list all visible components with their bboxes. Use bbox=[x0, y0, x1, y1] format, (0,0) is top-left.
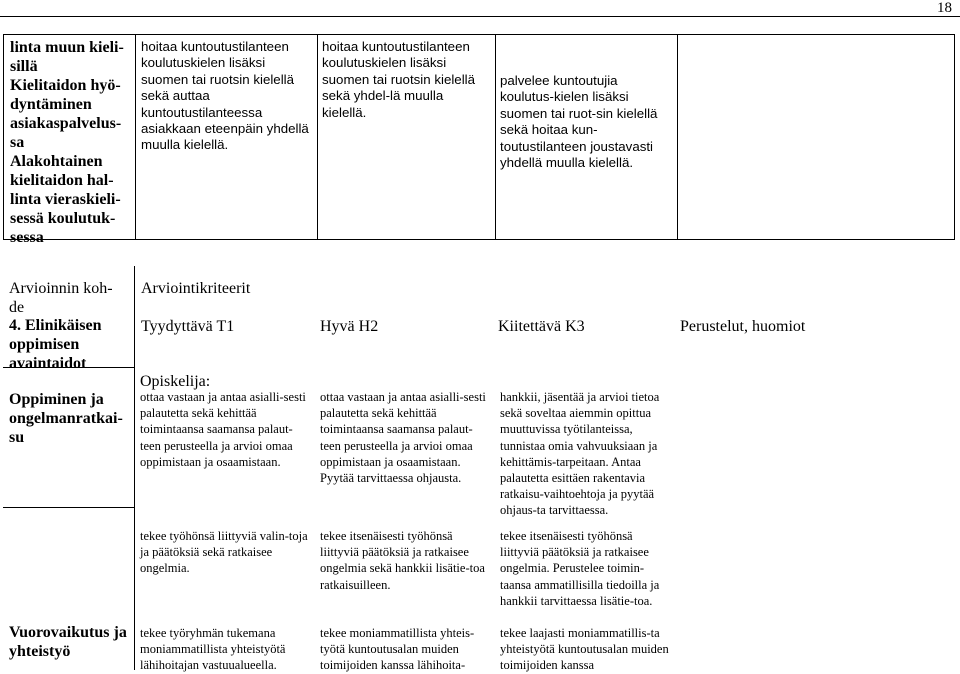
h2-learning-b: tekee itsenäisesti työhönsä liittyviä päätöksiä ja ratkaisee ongelmia sekä hankkii lisätie-toa ratkaisuilleen. bbox=[320, 529, 485, 592]
level-h2: Hyvä H2 bbox=[320, 318, 379, 335]
k3-learning-a: hankkii, jäsentää ja arvioi tietoa sekä soveltaa aiemmin opittua muuttuvissa työtilanteissa, tunnistaa omia vahvuuksiaan ja kehittämis-tarpeitaan. Antaa palautetta esittäen rakentavia ratkaisu-vaihtoehtoja ja pyytää ohjaus-ta tarvittaessa. bbox=[500, 390, 660, 518]
heading-line: Kielitaidon hyö- bbox=[10, 77, 121, 94]
k3-interaction: tekee laajasti moniammatillis-ta yhteistyötä kuntoutusalan muiden toimijoiden kanssa bbox=[500, 626, 669, 673]
h2-learning-a: ottaa vastaan ja antaa asialli-sesti palautetta sekä kehittää toimintaansa saamansa palaut-teen perusteella ja arvioi omaa oppimistaan ja osaamistaan. Pyytää tarvittaessa ohjausta. bbox=[320, 390, 486, 486]
criteria-heading bbox=[4, 35, 135, 246]
heading-line: sessa bbox=[10, 229, 44, 246]
heading-line: asiakaspalvelus- bbox=[10, 115, 122, 132]
level-notes: Perustelut, huomiot bbox=[680, 318, 806, 335]
t1-criteria: hoitaa kuntoutustilanteen koulutuskielen lisäksi suomen tai ruotsin kielellä sekä auttaa kuntoutustilanteessa asiakkaan eteenpäin yhdellä muulla kielellä. bbox=[141, 39, 309, 153]
h2-interaction: tekee moniammatillista yhteis-työtä kuntoutusalan muiden toimijoiden kanssa lähihoita- bbox=[320, 626, 475, 673]
divider bbox=[495, 35, 496, 239]
header-rule bbox=[0, 16, 960, 17]
divider bbox=[135, 35, 136, 239]
row-label-learning: Oppiminen ja ongelmanratkai-su bbox=[9, 391, 123, 446]
language-skills-table bbox=[3, 34, 955, 246]
heading-line: sessä koulutuk- bbox=[10, 210, 116, 227]
t1-interaction: tekee työryhmän tukemana moniammatillista yhteistyötä lähihoitajan vastuualueella. bbox=[140, 626, 286, 673]
heading-line: Alakohtainen bbox=[10, 153, 103, 170]
t1-learning-b: tekee työhönsä liittyviä valin-toja ja päätöksiä sekä ratkaisee ongelmia. bbox=[140, 529, 308, 576]
k3-criteria: palvelee kuntoutujia koulutus-kielen lisäksi suomen tai ruot-sin kielellä sekä hoitaa kun-toutustilanteen joustavasti yhdellä muulla kielellä. bbox=[500, 73, 658, 171]
level-t1: Tyydyttävä T1 bbox=[141, 318, 235, 335]
divider bbox=[317, 35, 318, 239]
heading-line: linta vieraskieli- bbox=[10, 191, 121, 208]
page-number: 18 bbox=[937, 0, 952, 16]
criteria-header: Arviointikriteerit bbox=[141, 280, 251, 297]
divider bbox=[134, 266, 135, 670]
area-title: 4. Elinikäisen oppimisen avaintaidot bbox=[9, 317, 102, 372]
assessment-target-header: Arvioinnin koh-de bbox=[9, 280, 113, 316]
heading-line: kielitaidon hal- bbox=[10, 172, 114, 189]
divider bbox=[3, 507, 134, 508]
h2-criteria: hoitaa kuntoutustilanteen koulutuskielen lisäksi suomen tai ruotsin kielellä sekä yhdel-lä muulla kielellä. bbox=[322, 39, 475, 120]
heading-line: dyntäminen bbox=[10, 96, 92, 113]
row-label-interaction: Vuorovaikutus ja yhteistyö bbox=[9, 624, 127, 660]
student-label: Opiskelija: bbox=[140, 373, 211, 390]
level-k3: Kiitettävä K3 bbox=[498, 318, 585, 335]
heading-line: sa bbox=[10, 134, 25, 151]
k3-learning-b: tekee itsenäisesti työhönsä liittyviä päätöksiä ja ratkaisee ongelmia. Perustelee toimin-taansa ammatillisilla tiedoilla ja hankkii tarvittaessa lisätie-toa. bbox=[500, 529, 660, 608]
heading-line: sillä bbox=[10, 58, 38, 75]
t1-learning-a: ottaa vastaan ja antaa asialli-sesti palautetta sekä kehittää toimintaansa saamansa palaut-teen perusteella ja arvioi omaa oppimistaan ja osaamistaan. bbox=[140, 390, 306, 469]
heading-line: linta muun kieli- bbox=[10, 39, 124, 56]
divider bbox=[677, 35, 678, 239]
